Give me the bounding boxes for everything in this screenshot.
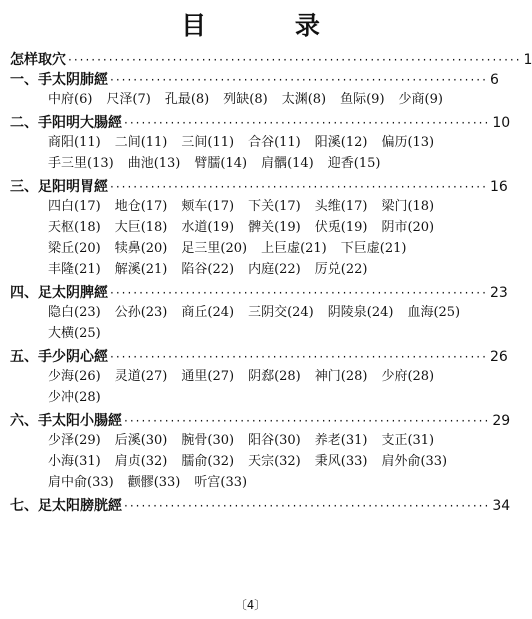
acupoint-item: 阳溪(12) — [314, 135, 368, 150]
acupoint-item: 中府(6) — [48, 92, 93, 107]
acupoint-item: 髀关(19) — [248, 220, 301, 235]
acupoint-item: 列缺(8) — [223, 92, 268, 107]
acupoint-item: 阳谷(30) — [248, 433, 301, 448]
acupoint-item: 下关(17) — [248, 199, 301, 214]
acupoint-item: 水道(19) — [181, 220, 235, 235]
toc-entry-label: 七、足太阳膀胱經 — [10, 498, 122, 514]
acupoint-item: 犊鼻(20) — [114, 241, 168, 256]
leader-dots: ································································· — [110, 73, 488, 87]
acupoint-item: 大横(25) — [48, 326, 101, 341]
toc-entry-label: 一、手太阴肺經 — [10, 72, 108, 88]
toc-entry — [10, 346, 508, 366]
toc-entry-label: 四、足太阴脾經 — [10, 285, 108, 301]
acupoint-item: 公孙(23) — [114, 305, 168, 320]
leader-dots: ································································· — [110, 180, 488, 194]
acupoint-item: 阴郄(28) — [248, 369, 301, 384]
toc-entry-page: 6 — [489, 72, 499, 88]
acupoint-item: 天宗(32) — [248, 454, 301, 469]
toc-entry-page: 23 — [489, 285, 508, 301]
acupoint-item: 丰隆(21) — [48, 262, 101, 277]
acupoint-item: 灵道(27) — [114, 369, 168, 384]
acupoint-item: 阴陵泉(24) — [327, 305, 394, 320]
acupoint-item: 太渊(8) — [281, 92, 327, 107]
acupoint-item: 梁丘(20) — [48, 241, 101, 256]
toc-entry-page: 16 — [489, 179, 508, 195]
table-of-contents — [10, 49, 532, 515]
acupoint-item: 曲池(13) — [127, 156, 181, 171]
acupoint-item: 臂臑(14) — [194, 156, 248, 171]
toc-entry — [10, 282, 508, 302]
acupoint-item: 天枢(18) — [48, 220, 101, 235]
acupoint-item: 少冲(28) — [48, 390, 101, 405]
leader-dots: ································································· — [110, 286, 488, 300]
acupoint-item: 伏兎(19) — [314, 220, 368, 235]
acupoint-item: 少泽(29) — [48, 433, 101, 448]
acupoint-item: 肩贞(32) — [114, 454, 168, 469]
acupoint-list — [10, 132, 486, 174]
acupoint-item: 隐白(23) — [48, 305, 101, 320]
acupoint-list — [10, 430, 486, 493]
leader-dots: ································································· — [110, 350, 488, 364]
toc-entry-label: 六、手太阳小腸經 — [10, 413, 122, 429]
page-title: 目 录 — [181, 11, 360, 40]
toc-entry-label: 二、手阳明大腸經 — [10, 115, 122, 131]
page-number: 〔4〕 — [234, 598, 267, 612]
acupoint-item: 腕骨(30) — [181, 433, 235, 448]
acupoint-item: 三阴交(24) — [248, 305, 314, 320]
acupoint-item: 二间(11) — [114, 135, 168, 150]
toc-entry-page: 1 — [523, 52, 532, 68]
acupoint-item: 下巨虚(21) — [340, 241, 407, 256]
acupoint-item: 上巨虚(21) — [261, 241, 327, 256]
acupoint-item: 后溪(30) — [114, 433, 168, 448]
acupoint-item: 合谷(11) — [248, 135, 301, 150]
leader-dots: ······························································· — [124, 499, 491, 513]
acupoint-item: 鱼际(9) — [340, 92, 385, 107]
toc-entry-label: 三、足阳明胃經 — [10, 179, 108, 195]
acupoint-item: 梁门(18) — [381, 199, 435, 214]
acupoint-item: 手三里(13) — [48, 156, 114, 171]
acupoint-item: 阴市(20) — [381, 220, 435, 235]
acupoint-item: 秉风(33) — [314, 454, 368, 469]
acupoint-item: 孔最(8) — [164, 92, 210, 107]
toc-entry-page: 10 — [492, 115, 511, 131]
acupoint-item: 少府(28) — [381, 369, 435, 384]
acupoint-item: 通里(27) — [181, 369, 235, 384]
acupoint-item: 四白(17) — [48, 199, 101, 214]
acupoint-item: 肩外俞(33) — [381, 454, 448, 469]
acupoint-item: 厉兑(22) — [314, 262, 368, 277]
acupoint-item: 地仓(17) — [114, 199, 168, 214]
acupoint-item: 尺泽(7) — [106, 92, 151, 107]
acupoint-item: 小海(31) — [48, 454, 101, 469]
toc-entry — [10, 69, 499, 89]
acupoint-list — [10, 302, 486, 344]
acupoint-item: 大巨(18) — [114, 220, 168, 235]
leader-dots: ······························································· — [124, 116, 491, 130]
acupoint-item: 迎香(15) — [327, 156, 381, 171]
acupoint-item: 商阳(11) — [48, 135, 101, 150]
acupoint-item: 内庭(22) — [248, 262, 301, 277]
toc-entry — [10, 112, 511, 132]
leader-dots: ······························································· — [124, 414, 491, 428]
acupoint-list — [10, 89, 486, 110]
toc-entry — [10, 410, 511, 430]
acupoint-item: 颧髎(33) — [127, 475, 181, 490]
acupoint-list — [10, 196, 486, 280]
acupoint-item: 少海(26) — [48, 369, 101, 384]
acupoint-item: 陷谷(22) — [181, 262, 235, 277]
toc-entry — [10, 495, 511, 515]
acupoint-item: 臑俞(32) — [181, 454, 235, 469]
acupoint-item: 三间(11) — [181, 135, 235, 150]
acupoint-item: 解溪(21) — [114, 262, 168, 277]
toc-entry-page: 34 — [492, 498, 511, 514]
acupoint-item: 支正(31) — [381, 433, 435, 448]
toc-entry — [10, 176, 508, 196]
acupoint-item: 商丘(24) — [181, 305, 235, 320]
acupoint-item: 头维(17) — [314, 199, 368, 214]
acupoint-item: 肩髃(14) — [261, 156, 314, 171]
toc-entry-page: 26 — [489, 349, 508, 365]
acupoint-item: 神门(28) — [314, 369, 368, 384]
acupoint-item: 听宫(33) — [194, 475, 248, 490]
acupoint-list — [10, 366, 486, 408]
toc-entry — [10, 49, 532, 69]
acupoint-item: 颊车(17) — [181, 199, 235, 214]
acupoint-item: 血海(25) — [407, 305, 461, 320]
acupoint-item: 足三里(20) — [181, 241, 248, 256]
toc-entry-page: 29 — [492, 413, 511, 429]
acupoint-item: 偏历(13) — [381, 135, 435, 150]
toc-entry-label: 怎样取穴 — [10, 52, 66, 68]
toc-entry-label: 五、手少阴心經 — [10, 349, 108, 365]
acupoint-item: 肩中俞(33) — [48, 475, 114, 490]
leader-dots: ·············································································· — [68, 53, 522, 67]
acupoint-item: 养老(31) — [314, 433, 368, 448]
acupoint-item: 少商(9) — [398, 92, 443, 107]
